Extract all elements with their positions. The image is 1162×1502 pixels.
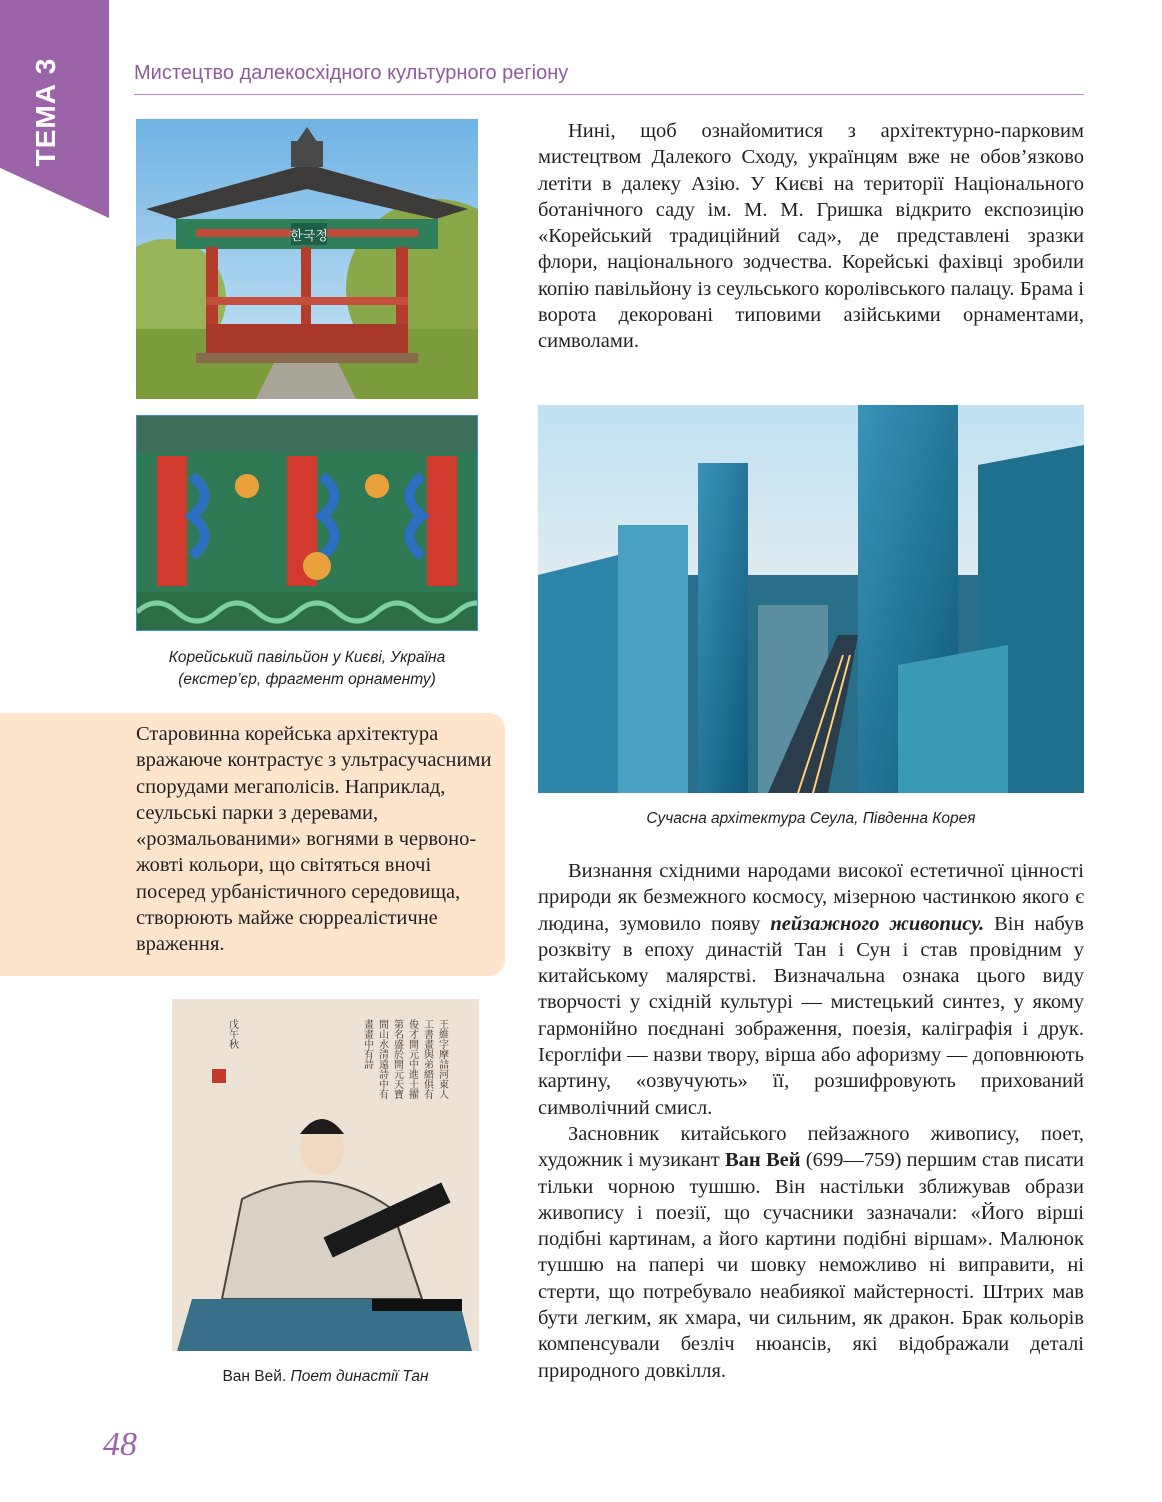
page-number: 48	[103, 1426, 137, 1463]
header-title: Мистецтво далекосхідного культурного регіону	[134, 62, 569, 84]
seoul-caption-text: Сучасна архітектура Сеула, Південна Корея	[646, 810, 976, 827]
paragraph-wang-wei	[538, 1121, 1084, 1384]
svg-text:第名盛於開元天寶: 第名盛於開元天寶	[391, 1019, 403, 1099]
seoul-caption	[538, 808, 1084, 830]
paragraph-wang-wei-before: Засновник китайського пейзажного живопису, поет, художник і музикант	[538, 1122, 1084, 1172]
main-text-block	[538, 858, 1084, 1384]
paragraph-landscape-after: Він набув розквіту в епоху династій Тан і Сун і став провідним у китайському малярстві. Визначальна ознака цього виду творчості у східній культурі — мистецький синтез, у якому гармонійно поєднані зображення, поезія, каліграфія і друк. Ієрогліфи — назви твору, вірша або афоризму — доповнюють картину, «озвучують» її, розшифровують прихований символічний смисл.	[538, 912, 1084, 1119]
note-text: Старовинна корейська архітектура вражаюче контрастує з ультрасучасними спорудами мегаполісів. Наприклад, сеульські парки з деревами, «розмальованими» вогнями в червоно-жовті кольори, що світяться вночі посеред урбаністичного середовища, створюють майже сюрреалістичне враження.	[136, 723, 492, 956]
svg-text:俊才開元中進士擢: 俊才開元中進士擢	[406, 1019, 418, 1099]
wang-wei-painting	[172, 999, 479, 1351]
svg-text:王維字摩詰河東人: 王維字摩詰河東人	[436, 1019, 448, 1099]
landscape-term: пейзажного живопису.	[770, 912, 985, 935]
paragraph-wang-wei-after: (699—759) першим став писати тільки чорною тушшю. Він настільки зближував образи живопису і поезії, що сучасники зазначали: «Його вірші подібні картинам, а його картини подібні віршам». Малюнок тушшю на папері чи шовку неможливо ні виправити, ні стерти, що потребувало неабиякої майстерності. Штрих мав бути легким, як хмара, чи сильним, як дракон. Брак кольорів компенсували безліч нюансів, які відображали деталі природного довкілля.	[538, 1149, 1085, 1382]
seoul-photo	[538, 405, 1084, 793]
svg-text:畫畫中有詩: 畫畫中有詩	[361, 1019, 373, 1069]
pavilion-caption-line2: (екстер’єр, фрагмент орнаменту)	[178, 671, 436, 688]
pavilion-caption	[136, 647, 478, 691]
running-header	[134, 62, 1084, 95]
svg-text:戊午秋: 戊午秋	[226, 1019, 238, 1049]
svg-text:間山水清遠詩中有: 間山水清遠詩中有	[376, 1019, 388, 1099]
wang-wei-caption-name: Ван Вей.	[222, 1368, 287, 1385]
wang-wei-name: Ван Вей	[725, 1149, 801, 1172]
theme-tab-label: ТЕМА 3	[30, 57, 61, 167]
intro-paragraph: Нині, щоб ознайомитися з архітектурно-парковим мистецтвом Далекого Сходу, українцям вже не обов’язково летіти в далеку Азію. У Києві на території Національного ботанічного саду ім. М. М. Гришка відкрито експозицію «Корейський традиційний сад», де представлені зразки флори, національного зодчества. Корейські фахівці зробили копію павільйону із сеульського королівського палацу. Брама і ворота декоровані типовими азійськими орнаментами, символами.	[538, 120, 1084, 353]
ornament-photo	[136, 415, 478, 631]
paragraph-landscape-before: Визнання східними народами високої естетичної цінності природи як безмежного космосу, мізерною частинкою якого є людина, зумовило появу	[538, 860, 1084, 935]
intro-paragraph-block	[538, 118, 1084, 355]
pavilion-photo	[136, 119, 478, 399]
wang-wei-caption-desc: Поет династії Тан	[290, 1368, 429, 1385]
svg-text:工書畫與弟縉俱有: 工書畫與弟縉俱有	[421, 1019, 433, 1099]
wang-wei-caption	[172, 1366, 479, 1388]
pavilion-caption-line1: Корейський павільйон у Києві, Україна	[168, 649, 446, 666]
paragraph-landscape	[538, 858, 1084, 1121]
svg-text:한국정: 한국정	[290, 229, 328, 244]
